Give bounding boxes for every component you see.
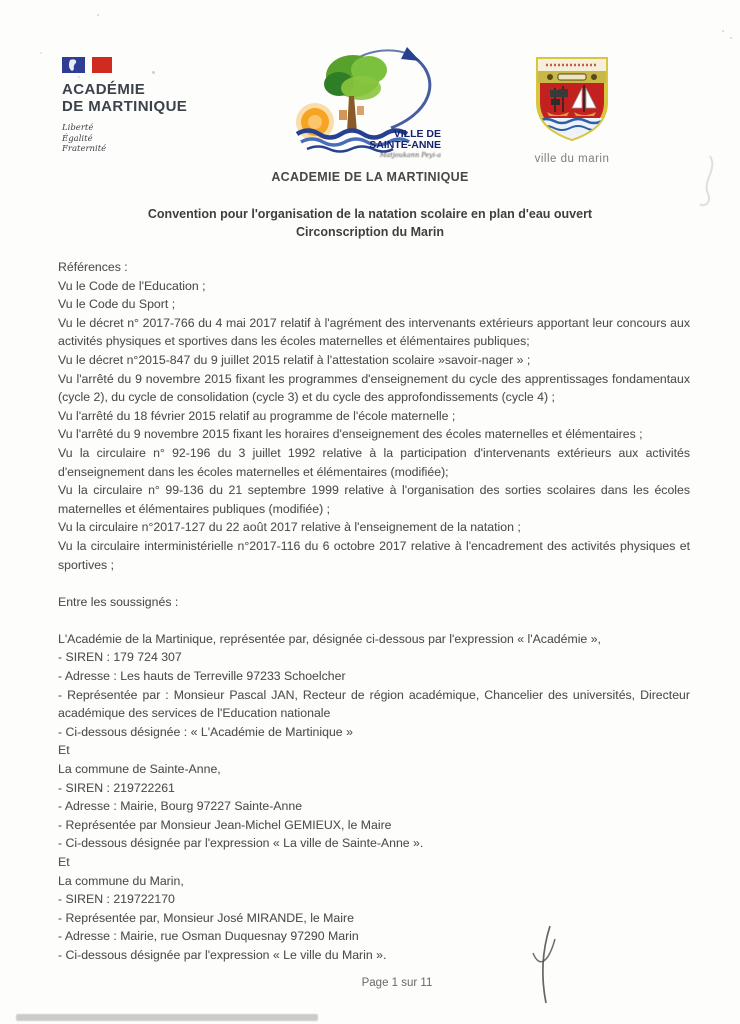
party-line: La commune de Sainte-Anne, xyxy=(58,762,221,777)
motto-fraternite: Fraternité xyxy=(62,144,107,154)
reference-item: Vu le décret n°2015-847 du 9 juillet 2015 relatif à l'attestation scolaire »savoir-nager » ; xyxy=(58,352,531,367)
party-line: - Ci-dessous désignée par l'expression « Le ville du Marin ». xyxy=(58,947,387,962)
french-flag-svg xyxy=(62,56,114,74)
sainte-anne-label-line1: VILLE DE xyxy=(393,128,441,140)
scan-artifact xyxy=(688,152,720,214)
party-line: - Représentée par : Monsieur Pascal JAN, Recteur de région académique, Chancelier des universités, Directeur académique des services de l'Education nationale xyxy=(58,687,690,721)
document-heading xyxy=(0,170,740,239)
scanner-edge-strip xyxy=(16,1014,318,1021)
marin-label: ville du marin xyxy=(534,153,610,165)
reference-item: Vu l'arrêté du 9 novembre 2015 fixant les horaires d'enseignement des écoles maternelles et élémentaires ; xyxy=(58,427,643,442)
marin-logo xyxy=(517,52,627,165)
party-line: - Adresse : Mairie, rue Osman Duquesnay 97290 Marin xyxy=(58,929,359,944)
academie-name-line2: DE MARTINIQUE xyxy=(62,98,188,115)
party-line: - SIREN : 219722261 xyxy=(58,780,175,795)
party-line: - SIREN : 179 724 307 xyxy=(58,650,182,665)
scan-speckle xyxy=(97,14,99,16)
party-line: - Ci-dessous désignée : « L'Académie de Martinique » xyxy=(58,724,353,739)
party-line: Et xyxy=(58,855,70,869)
party-line: - Représentée par, Monsieur José MIRANDE, le Maire xyxy=(58,910,354,925)
republique-motto xyxy=(62,123,212,155)
party-line: La commune du Marin, xyxy=(58,873,184,888)
party-line: - Adresse : Mairie, Bourg 97227 Sainte-Anne xyxy=(58,799,303,814)
sainte-anne-logo-svg xyxy=(291,44,447,160)
references-label: Références : xyxy=(58,260,128,274)
scan-speckle xyxy=(40,52,42,54)
reference-item: Vu la circulaire n° 99-136 du 21 septembre 1999 relative à l'organisation des sorties scolaires dans les écoles maternelles et élémentaires publiques (modifiée) ; xyxy=(58,483,690,516)
party-line: - SIREN : 219722170 xyxy=(58,892,175,907)
motto-liberte: Liberté xyxy=(62,123,94,133)
institution-title: ACADEMIE DE LA MARTINIQUE xyxy=(271,170,469,184)
academie-name-line1: ACADÉMIE xyxy=(62,81,146,98)
sainte-anne-tagline: Matjoukann Peyi-a xyxy=(379,151,441,159)
motto-egalite: Égalité xyxy=(62,133,93,144)
scan-speckle xyxy=(722,30,724,32)
parties-intro: Entre les soussignés : xyxy=(58,594,179,609)
sainte-anne-label-line2: SAINTE-ANNE xyxy=(369,139,441,151)
party-line: L'Académie de la Martinique, représentée par, désignée ci-dessous par l'expression « l'Académie », xyxy=(58,631,601,646)
party-line: - Ci-dessous désignée par l'expression « La ville de Sainte-Anne ». xyxy=(58,836,424,851)
party-line: - Représentée par Monsieur Jean-Michel GEMIEUX, le Maire xyxy=(58,817,392,832)
reference-item: Vu la circulaire n°2017-127 du 22 août 2017 relative à l'enseignement de la natation ; xyxy=(58,520,521,535)
document-body xyxy=(58,258,690,965)
page-number: Page 1 sur 11 xyxy=(361,977,433,989)
handwritten-initials xyxy=(520,923,575,1008)
reference-item: Vu le Code de l'Education ; xyxy=(58,278,206,293)
reference-item: Vu la circulaire n° 92-196 du 3 juillet 1992 relative à la participation d'intervenants extérieurs aux activités d'enseignement dans les écoles maternelles et élémentaires (modifiée); xyxy=(58,445,690,479)
marin-coat-of-arms-svg xyxy=(528,52,616,144)
french-flag-icon xyxy=(62,56,212,74)
scan-speckle xyxy=(730,37,732,39)
academie-logo xyxy=(62,56,212,155)
reference-item: Vu la circulaire interministérielle n°2017-116 du 6 octobre 2017 relative à l'encadrement des activités physiques et sportives ; xyxy=(58,538,690,572)
convention-title-line1: Convention pour l'organisation de la natation scolaire en plan d'eau ouvert xyxy=(147,207,593,221)
sainte-anne-logo xyxy=(291,44,447,160)
sail-icon xyxy=(401,47,420,61)
party-line: - Adresse : Les hauts de Terreville 97233 Schoelcher xyxy=(58,669,346,684)
party-line: Et xyxy=(58,743,70,758)
reference-item: Vu l'arrêté du 18 février 2015 relatif au programme de l'école maternelle ; xyxy=(58,408,456,423)
reference-item: Vu l'arrêté du 9 novembre 2015 fixant les programmes d'enseignement du cycle des apprentissages fondamentaux (cycle 2), du cycle de consolidation (cycle 3) et du cycle des approfondissements (cycle 4) ; xyxy=(58,371,690,405)
reference-item: Vu le Code du Sport ; xyxy=(58,297,176,312)
convention-title-line2: Circonscription du Marin xyxy=(296,225,444,239)
reference-item: Vu le décret n° 2017-766 du 4 mai 2017 relatif à l'agrément des intervenants extérieurs apportant leur concours aux activités physiques et sportives dans les écoles maternelles et élémentaires publiques; xyxy=(58,315,690,349)
